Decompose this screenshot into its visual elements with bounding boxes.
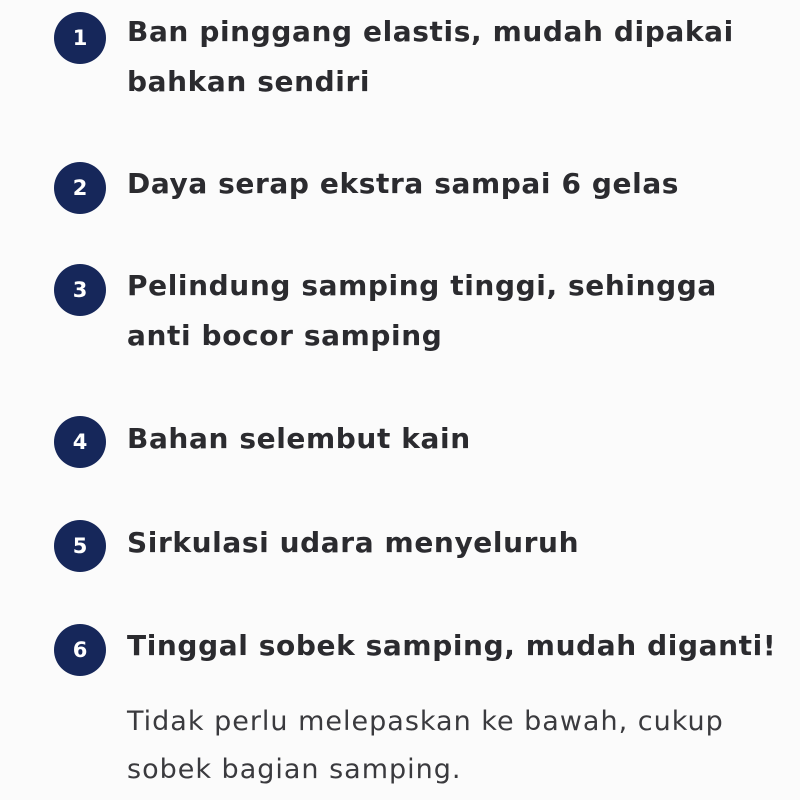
number-badge-5: 5 xyxy=(54,520,106,572)
number-badge-4: 4 xyxy=(54,416,106,468)
number-badge-3: 3 xyxy=(54,264,106,316)
feature-text-3: Pelindung samping tinggi, sehingga anti bocor samping xyxy=(127,269,717,352)
feature-text-4: Bahan selembut kain xyxy=(127,422,471,455)
feature-note: Tidak perlu melepaskan ke bawah, cukup sobek bagian samping. xyxy=(127,706,724,785)
feature-text-1: Ban pinggang elastis, mudah dipakai bahkan sendiri xyxy=(127,15,734,98)
feature-text-2: Daya serap ekstra sampai 6 gelas xyxy=(127,167,680,200)
feature-text-5: Sirkulasi udara menyeluruh xyxy=(127,526,580,559)
number-badge-1: 1 xyxy=(54,12,106,64)
feature-text-6: Tinggal sobek samping, mudah diganti! xyxy=(127,629,777,662)
number-badge-2: 2 xyxy=(54,162,106,214)
number-badge-6: 6 xyxy=(54,624,106,676)
